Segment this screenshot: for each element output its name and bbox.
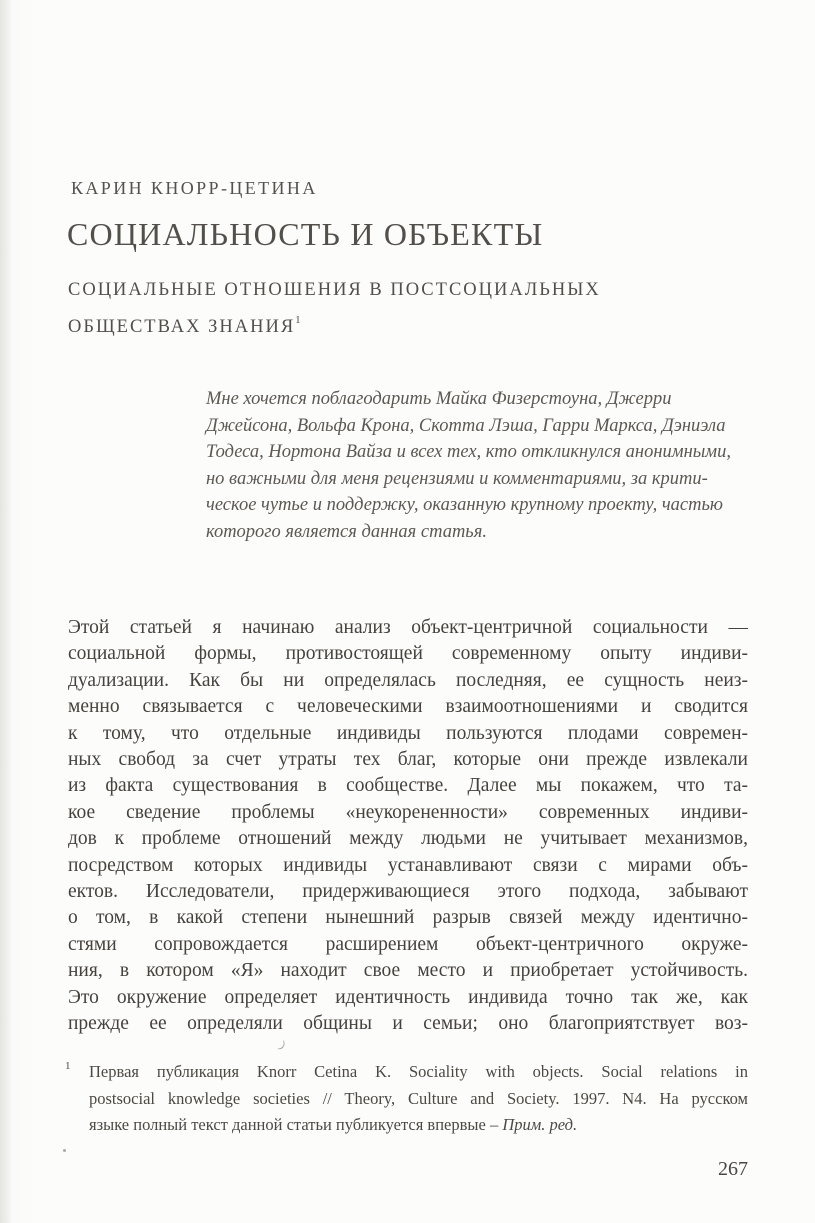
body-line: ектов. Исследователи, придерживающиеся этого подхода, забывают: [68, 881, 748, 903]
subtitle-line-2: ОБЩЕСТВАХ ЗНАНИЯ$^1$: [68, 314, 301, 337]
epigraph-line: Тодеса, Нортона Вайза и всех тех, кто откликнулся анонимными,: [206, 442, 731, 462]
body-line: Это окружение определяет идентичность индивида точно так же, как: [68, 986, 748, 1008]
epigraph-line: Джейсона, Вольфа Крона, Скотта Лэша, Гарри Маркса, Дэниэла: [206, 415, 726, 436]
article-author: КАРИН КНОРР-ЦЕТИНА: [71, 178, 318, 198]
print-artifact: [276, 1040, 285, 1049]
body-line: Этой статьей я начинаю анализ объект-центричной социальности —: [68, 617, 748, 638]
epigraph-line: Мне хочется поблагодарить Майка Физерстоуна, Джерри: [206, 389, 672, 409]
body-line: к тому, что отдельные индивиды пользуются плодами современ-: [68, 722, 748, 744]
body-line: кое сведение проблемы «неукорененности» современных индиви-: [68, 801, 748, 823]
scan-edge-shading: [0, 0, 12, 1223]
body-line: дуализации. Как бы ни определялась последняя, ее сущность неиз-: [68, 669, 748, 691]
body-line: дов к проблеме отношений между людьми не учитывает механизмов,: [68, 828, 748, 850]
epigraph-line: ческое чутье и поддержку, оказанную крупному проекту, частью: [206, 495, 723, 515]
page-number: 267: [718, 1158, 748, 1180]
body-line: стями сопровождается расширением объект-центричного окруже-: [68, 933, 748, 955]
footnote-line-2: postsocial knowledge societies // Theory, Culture and Society. 1997. N4. На русском: [89, 1088, 748, 1108]
body-line: ных свобод за счет утраты тех благ, которые они прежде извлекали: [68, 749, 748, 771]
body-line: прежде ее определяли общины и семьи; оно благоприятствует воз-: [68, 1013, 748, 1035]
acknowledgment-epigraph: [206, 386, 766, 545]
print-dot-artifact: [63, 1149, 66, 1152]
body-line: о том, в какой степени нынешний разрыв связей между идентично-: [68, 907, 748, 929]
body-line: ния, в котором «Я» находит свое место и приобретает устойчивость.: [68, 960, 748, 982]
editorial-note: Прим. ред.: [502, 1115, 578, 1134]
article-subtitle: [68, 272, 601, 346]
subtitle-line-1: СОЦИАЛЬНЫЕ ОТНОШЕНИЯ В ПОСТСОЦИАЛЬНЫХ: [68, 280, 601, 300]
footnote-line-3: языке полный текст данной статьи публикуется впервые – Прим. ред.: [89, 1115, 578, 1134]
body-line: посредством которых индивиды устанавливают связи с мирами объ-: [68, 854, 748, 876]
footnote: [65, 1059, 748, 1139]
body-paragraph: [68, 615, 748, 1038]
body-line: из факта существования в сообществе. Далее мы покажем, что та-: [68, 775, 748, 797]
epigraph-line: которого является данная статья.: [206, 521, 487, 542]
epigraph-line: но важными для меня рецензиями и комментариями, за крити-: [206, 468, 708, 489]
footnote-line-1: Первая публикация Knorr Cetina K. Sociality with objects. Social relations in: [89, 1062, 748, 1081]
footnote-reference-marker: 1: [295, 314, 301, 326]
body-line: менно связывается с человеческими взаимоотношениями и сводится: [68, 696, 748, 718]
article-title: СОЦИАЛЬНОСТЬ И ОБЪЕКТЫ: [67, 216, 544, 252]
body-line: социальной формы, противостоящей современному опыту индиви-: [68, 643, 748, 665]
footnote-number: 1: [65, 1060, 71, 1072]
